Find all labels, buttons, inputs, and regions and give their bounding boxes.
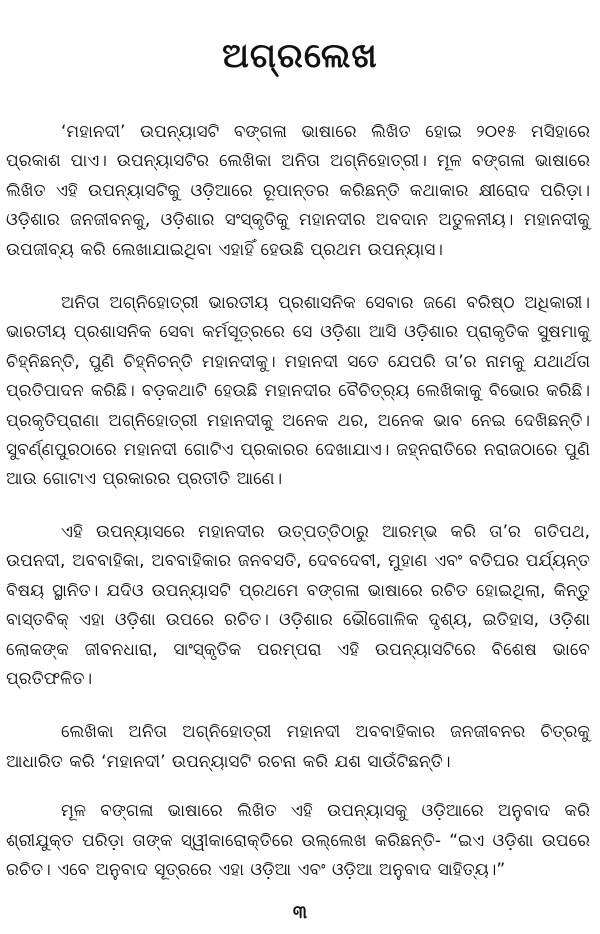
page-number: ୩ xyxy=(292,902,308,923)
paragraph-2: ଅନିତା ଅଗ୍ନିହୋତ୍ରୀ ଭାରତୀୟ ପ୍ରଶାସନିକ ସେବାର ଜଣେ ବରିଷ୍ଠ ଅଧିକାରୀ। ଭାରତୀୟ ପ୍ରଶାସନିକ ସେବା କର୍ମସୂତ୍ରରେ ସେ ଓଡ଼ିଶା ଆସି ଓଡ଼ିଶାର ପ୍ରାକୃତିକ ସୁଷମାକୁ ଚିହ୍ନିଛନ୍ତି, ପୁଣି ଚିହ୍ନିଚନ୍ତି ମହାନଦୀକୁ। ମହାନଦୀ ସତେ ଯେପରି ତା’ର ନାମକୁ ଯଥାର୍ଥତା ପ୍ରତିପାଦନ କରିଛି। ବଡ଼କଥାଟି ହେଉଛି ମହାନଦୀର ବୈଚିତ୍ର୍ୟ ଲେଖିକାକୁ ବିଭୋର କରିଛି। ପ୍ରକୃତିପ୍ରାଣା ଅଗ୍ନିହୋତ୍ରୀ ମହାନଦୀକୁ ଅନେକ ଥର, ଅନେକ ଭାବ ନେଇ ଦେଖିଛନ୍ତି। ସୁବର୍ଣ୍ଣପୁରଠାରେ ମହାନଦୀ ଗୋଟିଏ ପ୍ରକାରର ଦେଖାଯାଏ। ଜହ୍ନରାତିରେ ନରାଜଠାରେ ପୁଣି ଆଉ ଗୋଟାଏ ପ୍ରକାରର ପ୍ରତୀତି ଆଣେ। xyxy=(6,293,590,490)
paragraph-5: ମୂଳ ବଙ୍ଗଳା ଭାଷାରେ ଲିଖିତ ଏହି ଉପନ୍ୟାସକୁ ଓଡ଼ିଆରେ ଅନୁବାଦ କରି ଶ୍ରୀଯୁକ୍ତ ପରିଡ଼ା ତାଙ୍କ ସ୍ୱୀକାରୋକ୍ତିରେ ଉଲ୍ଲେଖ କରିଛନ୍ତି- “ଇଏ ଓଡ଼ିଶା ଉପରେ ରଚିତ। ଏବେ ଅନୁବାଦ ସୂତ୍ରରେ ଏହା ଓଡ଼ିଆ ଏବଂ ଓଡ଼ିଆ ଅନୁବାଦ ସାହିତ୍ୟ।” xyxy=(6,801,590,880)
paragraph-1: ‘ମହାନଦୀ’ ଉପନ୍ୟାସଟି ବଙ୍ଗଳା ଭାଷାରେ ଲିଖିତ ହୋଇ ୨୦୧୫ ମସିହାରେ ପ୍ରକାଶ ପାଏ। ଉପନ୍ୟାସଟିର ଲେଖିକା ଅନିତା ଅଗ୍ନିହୋତ୍ରୀ। ମୂଳ ବଙ୍ଗଳା ଭାଷାରେ ଲିଖିତ ଏହି ଉପନ୍ୟାସଟିକୁ ଓଡ଼ିଆରେ ରୂପାନ୍ତର କରିଛନ୍ତି କଥାକାର କ୍ଷୀରୋଦ ପରିଡ଼ା। ଓଡ଼ିଶାର ଜନଜୀବନକୁ, ଓଡ଼ିଶାର ସଂସ୍କୃତିକୁ ମହାନଦୀର ଅବଦାନ ଅତୁଳନୀୟ। ମହାନଦୀକୁ ଉପଜୀବ୍ୟ କରି ଲେଖାଯାଇଥିବା ଏହାହିଁ ହେଉଛି ପ୍ରଥମ ଉପନ୍ୟାସ। xyxy=(6,122,590,260)
paragraph-4: ଲେଖିକା ଅନିତା ଅଗ୍ନିହୋତ୍ରୀ ମହାନଦୀ ଅବବାହିକାର ଜନଜୀବନର ଚିତ୍ରକୁ ଆଧାରିତ କରି ‘ମହାନଦୀ’ ଉପନ୍ୟାସଟି ରଚନା କରି ଯଶ ସାଉଁଟିଛନ୍ତି। xyxy=(6,722,590,772)
page-title: ଅଗ୍ରଲେଖ xyxy=(222,36,378,76)
body-text xyxy=(6,118,590,907)
paragraph-3: ଏହି ଉପନ୍ୟାସରେ ମହାନଦୀର ଉତ୍ପତ୍ତିଠାରୁ ଆରମ୍ଭ କରି ତା’ର ଗତିପଥ, ଉପନଦୀ, ଅବବାହିକା, ଅବବାହିକାର ଜନବସତି, ଦେବଦେବୀ, ମୁହାଣ ଏବଂ ବତିଘର ପର୍ଯ୍ୟନ୍ତ ବିଷୟ ସ୍ଥାନିତ। ଯଦିଓ ଉପନ୍ୟାସଟି ପ୍ରଥମେ ବଙ୍ଗଳା ଭାଷାରେ ରଚିତ ହୋଇଥିଲା, କିନ୍ତୁ ବାସ୍ତବିକ୍ ଏହା ଓଡ଼ିଶା ଉପରେ ରଚିତ। ଓଡ଼ିଶାର ଭୌଗୋଳିକ ଦୃଶ୍ୟ, ଇତିହାସ, ଓଡ଼ିଶା ଲୋକଙ୍କ ଜୀବନଧାରା, ସାଂସ୍କୃତିକ ପରମ୍ପରା ଏହି ଉପନ୍ୟାସଟିରେ ବିଶେଷ ଭାବେ ପ୍ରତିଫଳିତ। xyxy=(6,521,590,689)
